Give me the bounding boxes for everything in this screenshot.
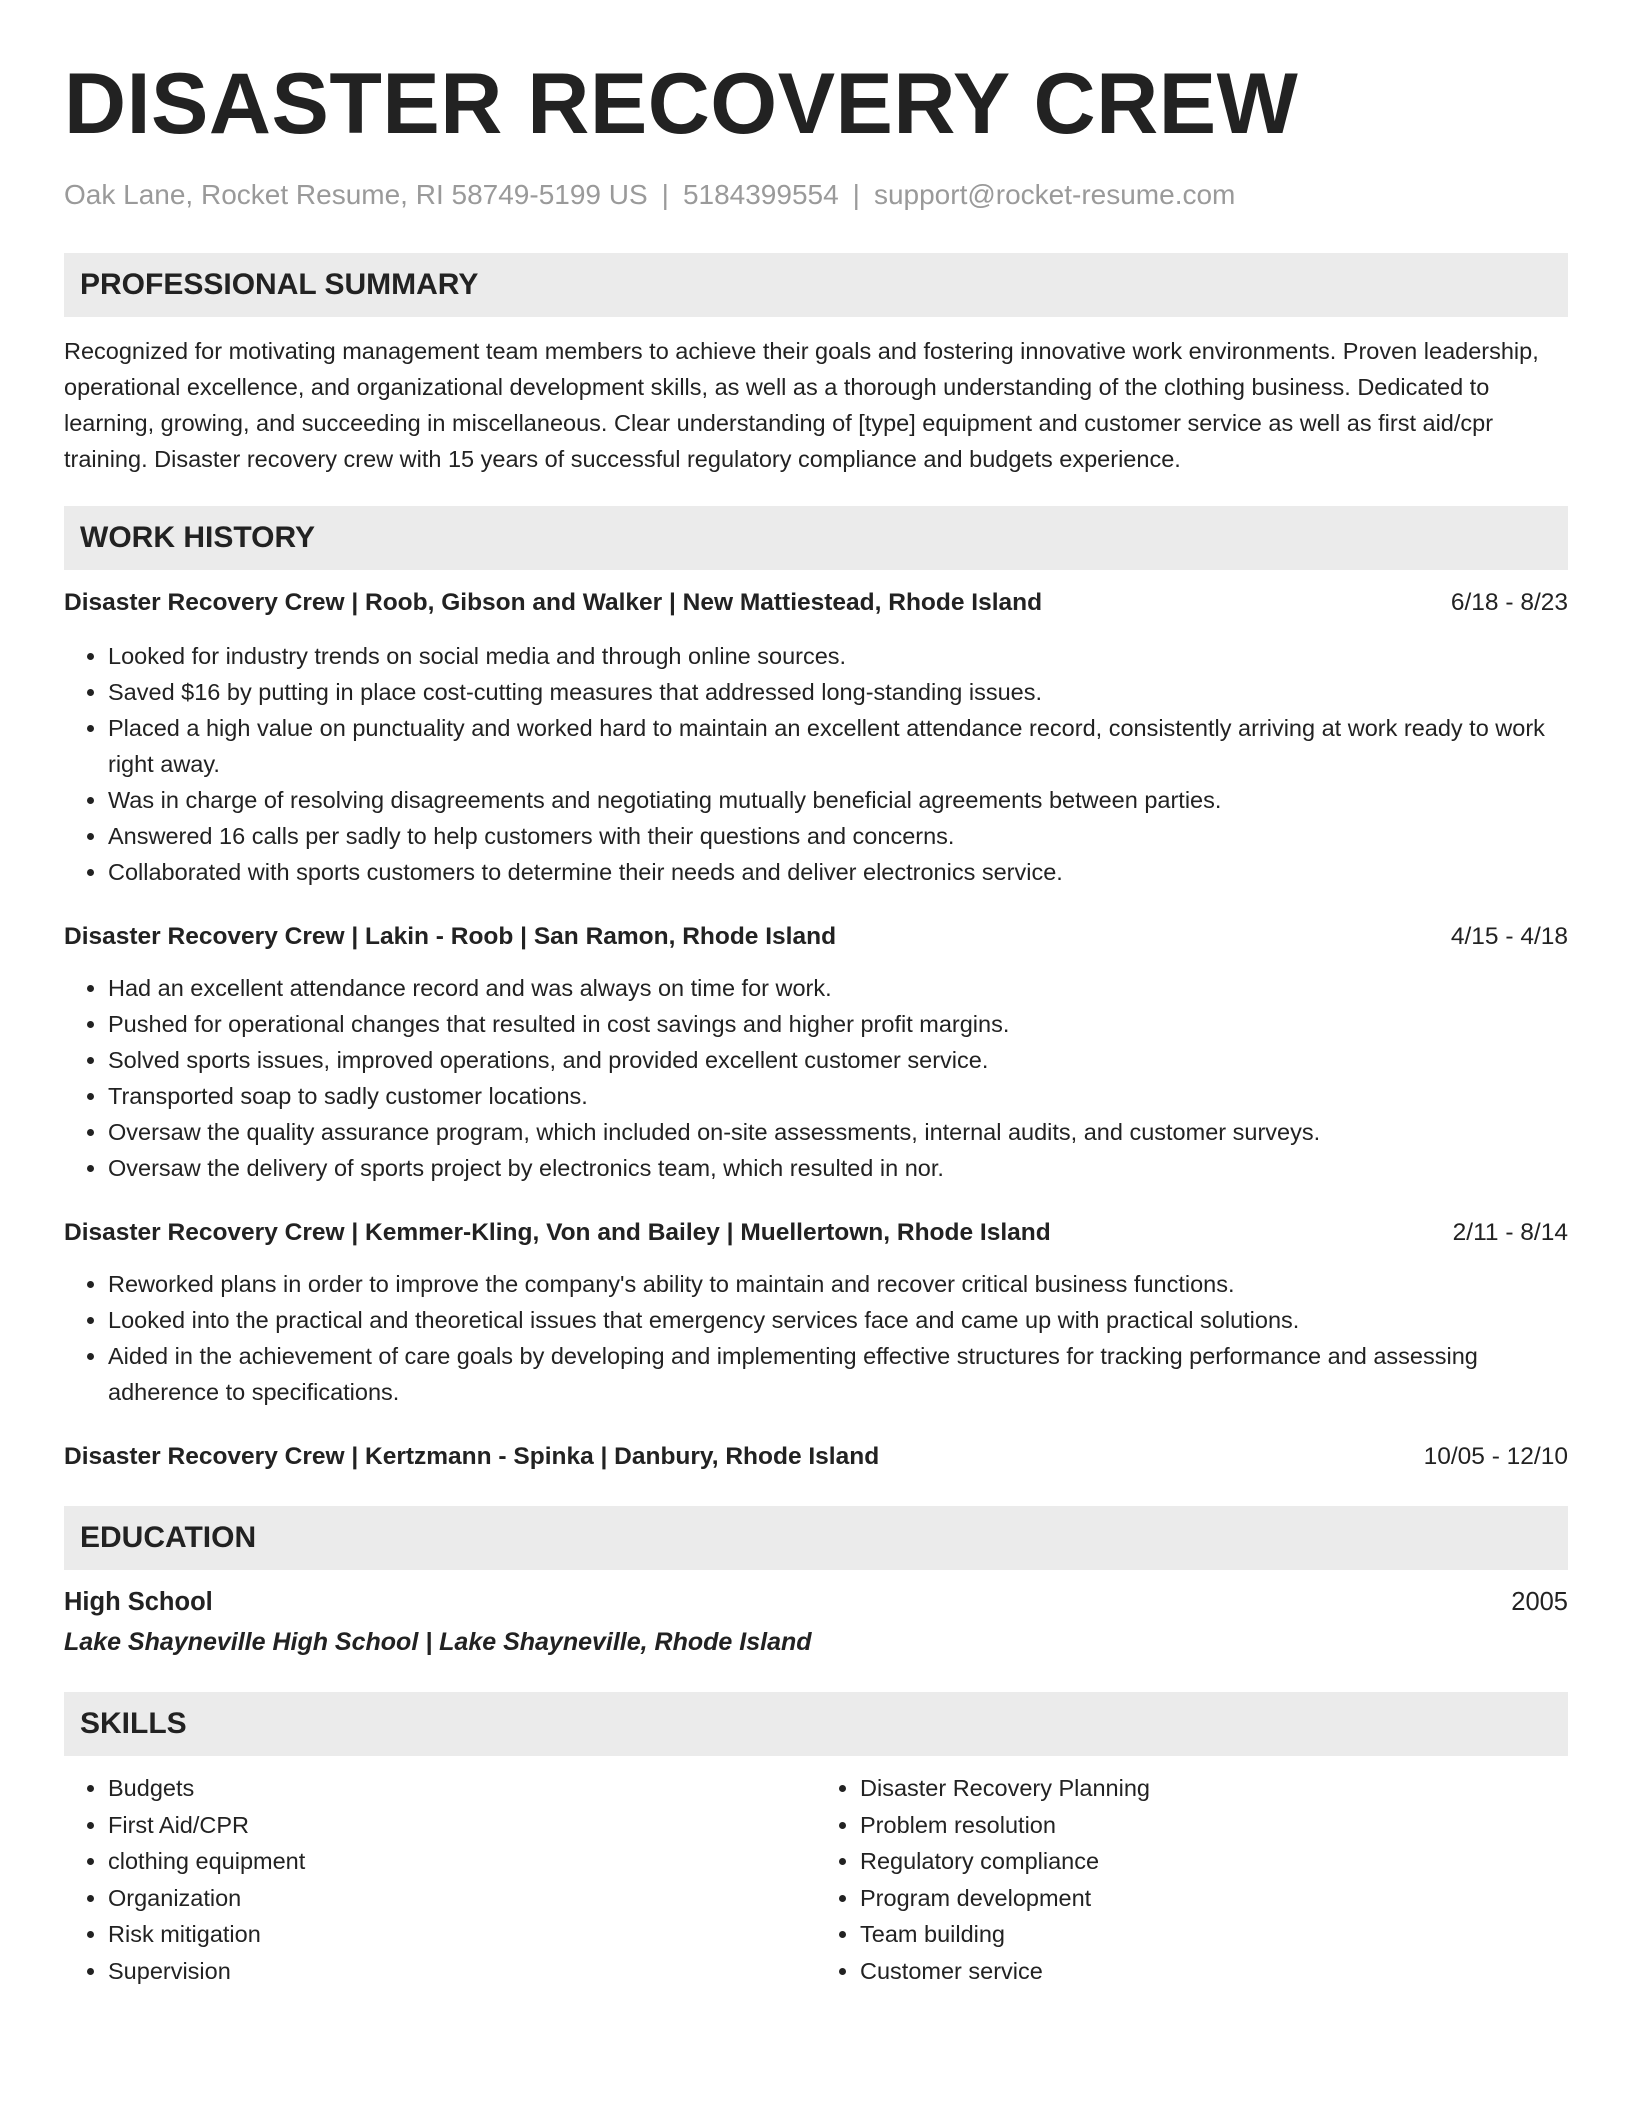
skill-item: • Team building [860, 1916, 1568, 1953]
contact-phone: 5184399554 [682, 179, 839, 210]
resume-name: DISASTER RECOVERY CREW [64, 56, 1299, 152]
job-bullet: • Aided in the achievement of care goals by developing and implementing effective structures for tracking performance and assessing adherence to specifications. [108, 1338, 1568, 1410]
job-entry [64, 586, 1568, 890]
skill-item: • Disaster Recovery Planning [860, 1770, 1568, 1807]
education-degree: High School [64, 1588, 213, 1616]
skills-column-right [816, 1770, 1568, 1989]
job-header [64, 1440, 1568, 1474]
job-header [64, 920, 1568, 954]
skill-item: • First Aid/CPR [108, 1807, 816, 1844]
contact-separator: | [852, 179, 860, 210]
summary-text: Recognized for motivating management team members to achieve their goals and fostering innovative work environments. Proven leadership, operational excellence, and organizational development skills, as well as a thorough understanding of the clothing business. Dedicated to learning, growing, and succeeding in miscellaneous. Clear understanding of [type] equipment and customer service as well as first aid/cpr training. Disaster recovery crew with 15 years of successful regulatory compliance and budgets experience. [64, 338, 1539, 472]
skill-item: • Problem resolution [860, 1807, 1568, 1844]
job-title: Disaster Recovery Crew | Kemmer-Kling, Von and Bailey | Muellertown, Rhode Island [64, 1219, 1051, 1246]
job-dates: 6/18 - 8/23 [1450, 589, 1568, 616]
job-title: Disaster Recovery Crew | Kertzmann - Spinka | Danbury, Rhode Island [64, 1443, 880, 1470]
contact-address: Oak Lane, Rocket Resume, RI 58749-5199 US [64, 179, 648, 210]
education-school: Lake Shayneville High School | Lake Shayneville, Rhode Island [64, 1628, 812, 1656]
section-heading-work-history: WORK HISTORY [64, 506, 1568, 570]
job-bullet: • Answered 16 calls per sadly to help customers with their questions and concerns. [108, 818, 1568, 854]
skill-item: • Organization [108, 1880, 816, 1917]
skill-item: • Customer service [860, 1953, 1568, 1990]
skill-item: • Risk mitigation [108, 1916, 816, 1953]
job-bullets [64, 970, 1568, 1186]
skills-column-left [64, 1770, 816, 1989]
contact-separator: | [661, 179, 669, 210]
job-bullet: • Looked into the practical and theoretical issues that emergency services face and came up with practical solutions. [108, 1302, 1568, 1338]
job-dates: 10/05 - 12/10 [1423, 1443, 1568, 1470]
section-heading-education: EDUCATION [64, 1506, 1568, 1570]
job-header [64, 1216, 1568, 1250]
job-bullet: • Looked for industry trends on social media and through online sources. [108, 638, 1568, 674]
skill-item: • Budgets [108, 1770, 816, 1807]
job-bullets [64, 638, 1568, 890]
job-bullet: • Collaborated with sports customers to determine their needs and deliver electronics service. [108, 854, 1568, 890]
job-bullet: • Saved $16 by putting in place cost-cutting measures that addressed long-standing issues. [108, 674, 1568, 710]
job-bullet: • Solved sports issues, improved operations, and provided excellent customer service. [108, 1042, 1568, 1078]
job-entry [64, 920, 1568, 1186]
job-bullet: • Oversaw the delivery of sports project by electronics team, which resulted in nor. [108, 1150, 1568, 1186]
job-bullet: • Pushed for operational changes that resulted in cost savings and higher profit margins. [108, 1006, 1568, 1042]
skill-item: • clothing equipment [108, 1843, 816, 1880]
skills-list [64, 1770, 1568, 1989]
job-title: Disaster Recovery Crew | Lakin - Roob | San Ramon, Rhode Island [64, 923, 837, 950]
job-bullet: • Oversaw the quality assurance program, which included on-site assessments, internal audits, and customer surveys. [108, 1114, 1568, 1150]
job-bullet: • Transported soap to sadly customer locations. [108, 1078, 1568, 1114]
job-bullet: • Had an excellent attendance record and was always on time for work. [108, 970, 1568, 1006]
contact-email: support@rocket-resume.com [873, 179, 1236, 210]
job-header [64, 586, 1568, 620]
education-year: 2005 [1511, 1588, 1568, 1616]
education-header [64, 1584, 1568, 1620]
section-heading-summary: PROFESSIONAL SUMMARY [64, 253, 1568, 317]
job-dates: 4/15 - 4/18 [1450, 923, 1568, 950]
skill-item: • Program development [860, 1880, 1568, 1917]
job-dates: 2/11 - 8/14 [1452, 1219, 1568, 1246]
job-entry [64, 1216, 1568, 1410]
job-bullet: • Was in charge of resolving disagreements and negotiating mutually beneficial agreements between parties. [108, 782, 1568, 818]
contact-line [64, 176, 1568, 214]
section-heading-skills: SKILLS [64, 1692, 1568, 1756]
education-entry [64, 1584, 1568, 1660]
skill-item: • Regulatory compliance [860, 1843, 1568, 1880]
job-entry [64, 1440, 1568, 1474]
job-bullets [64, 1266, 1568, 1410]
job-title: Disaster Recovery Crew | Roob, Gibson and Walker | New Mattiestead, Rhode Island [64, 589, 1043, 616]
job-bullet: • Placed a high value on punctuality and worked hard to maintain an excellent attendance record, consistently arriving at work ready to work right away. [108, 710, 1568, 782]
job-bullet: • Reworked plans in order to improve the company's ability to maintain and recover critical business functions. [108, 1266, 1568, 1302]
skill-item: • Supervision [108, 1953, 816, 1990]
